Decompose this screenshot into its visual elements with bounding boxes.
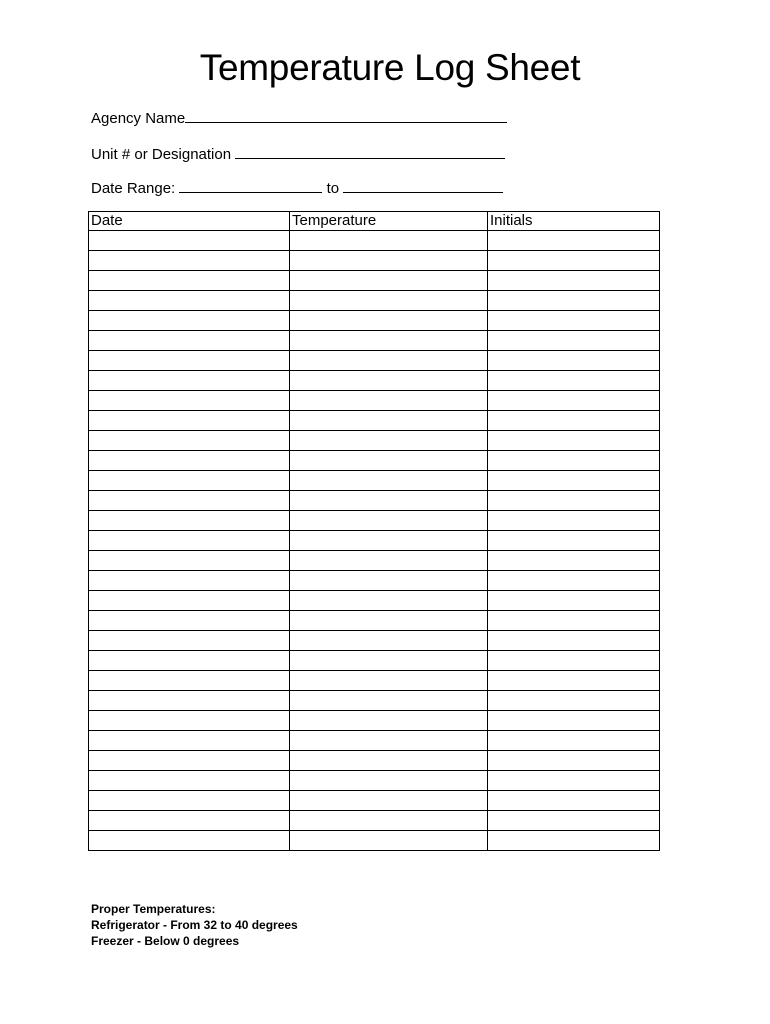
initials-cell[interactable] [488, 611, 660, 631]
initials-cell[interactable] [488, 331, 660, 351]
table-row [89, 471, 660, 491]
table-row [89, 731, 660, 751]
date-cell[interactable] [89, 451, 290, 471]
date-cell[interactable] [89, 491, 290, 511]
date-cell[interactable] [89, 271, 290, 291]
temperature-cell[interactable] [290, 431, 488, 451]
unit-designation-field [91, 144, 505, 164]
table-row [89, 451, 660, 471]
initials-cell[interactable] [488, 451, 660, 471]
date-cell[interactable] [89, 471, 290, 491]
initials-cell[interactable] [488, 371, 660, 391]
date-cell[interactable] [89, 571, 290, 591]
table-row [89, 551, 660, 571]
table-row [89, 611, 660, 631]
date-cell[interactable] [89, 811, 290, 831]
temperature-cell[interactable] [290, 691, 488, 711]
initials-cell[interactable] [488, 631, 660, 651]
table-row [89, 251, 660, 271]
initials-cell[interactable] [488, 471, 660, 491]
temperature-log-table [88, 211, 660, 851]
table-row [89, 291, 660, 311]
agency-name-field [91, 108, 507, 128]
table-row [89, 511, 660, 531]
temperature-cell[interactable] [290, 271, 488, 291]
temperature-cell[interactable] [290, 771, 488, 791]
proper-temperatures-note [91, 901, 298, 949]
date-cell[interactable] [89, 351, 290, 371]
date-range-field [91, 178, 503, 198]
initials-cell[interactable] [488, 571, 660, 591]
freezer-range: Freezer - Below 0 degrees [91, 934, 240, 948]
temperature-cell[interactable] [290, 471, 488, 491]
initials-cell[interactable] [488, 651, 660, 671]
temperature-cell[interactable] [290, 751, 488, 771]
temperature-cell[interactable] [290, 651, 488, 671]
temperature-cell[interactable] [290, 231, 488, 251]
table-row [89, 751, 660, 771]
temperature-cell[interactable] [290, 391, 488, 411]
table-row [89, 491, 660, 511]
initials-cell[interactable] [488, 291, 660, 311]
temperature-cell[interactable] [290, 591, 488, 611]
table-header-row [89, 212, 660, 231]
date-cell[interactable] [89, 391, 290, 411]
agency-name-label: Agency Name [91, 110, 186, 127]
temperature-cell[interactable] [290, 791, 488, 811]
date-cell[interactable] [89, 831, 290, 851]
date-cell[interactable] [89, 431, 290, 451]
table-row [89, 571, 660, 591]
temperature-cell[interactable] [290, 291, 488, 311]
initials-cell[interactable] [488, 391, 660, 411]
date-cell[interactable] [89, 591, 290, 611]
table-row [89, 271, 660, 291]
table-row [89, 671, 660, 691]
date-cell[interactable] [89, 251, 290, 271]
table-row [89, 711, 660, 731]
date-cell[interactable] [89, 611, 290, 631]
temperature-cell[interactable] [290, 811, 488, 831]
initials-cell[interactable] [488, 551, 660, 571]
temperature-cell[interactable] [290, 351, 488, 371]
table-row [89, 591, 660, 611]
initials-cell[interactable] [488, 771, 660, 791]
date-cell[interactable] [89, 651, 290, 671]
initials-cell[interactable] [488, 431, 660, 451]
initials-cell[interactable] [488, 691, 660, 711]
date-cell[interactable] [89, 531, 290, 551]
initials-cell[interactable] [488, 351, 660, 371]
initials-cell[interactable] [488, 711, 660, 731]
table-row [89, 691, 660, 711]
temperature-cell[interactable] [290, 311, 488, 331]
table-row [89, 391, 660, 411]
date-cell[interactable] [89, 511, 290, 531]
temperature-cell[interactable] [290, 711, 488, 731]
temperature-column-header: Temperature [290, 212, 488, 231]
table-row [89, 331, 660, 351]
initials-cell[interactable] [488, 271, 660, 291]
table-row [89, 811, 660, 831]
temperature-cell[interactable] [290, 671, 488, 691]
temperature-cell[interactable] [290, 411, 488, 431]
initials-cell[interactable] [488, 591, 660, 611]
page-title: Temperature Log Sheet [199, 47, 581, 88]
table-body [89, 231, 660, 851]
initials-cell[interactable] [488, 531, 660, 551]
date-cell[interactable] [89, 631, 290, 651]
initials-cell[interactable] [488, 411, 660, 431]
date-cell[interactable] [89, 331, 290, 351]
date-range-label: Date Range: [91, 180, 176, 197]
initials-cell[interactable] [488, 231, 660, 251]
initials-cell[interactable] [488, 251, 660, 271]
temperature-cell[interactable] [290, 631, 488, 651]
table-row [89, 371, 660, 391]
initials-cell[interactable] [488, 751, 660, 771]
date-cell[interactable] [89, 711, 290, 731]
initials-cell[interactable] [488, 311, 660, 331]
table-row [89, 431, 660, 451]
temperature-cell[interactable] [290, 611, 488, 631]
date-cell[interactable] [89, 231, 290, 251]
agency-name-blank[interactable] [185, 108, 507, 123]
table-row [89, 831, 660, 851]
initials-cell[interactable] [488, 511, 660, 531]
temperature-cell[interactable] [290, 511, 488, 531]
date-range-start-blank[interactable] [179, 178, 322, 193]
initials-cell[interactable] [488, 811, 660, 831]
date-cell[interactable] [89, 551, 290, 571]
initials-cell[interactable] [488, 491, 660, 511]
initials-cell[interactable] [488, 831, 660, 851]
initials-column-header: Initials [488, 212, 660, 231]
date-cell[interactable] [89, 691, 290, 711]
temperature-cell[interactable] [290, 371, 488, 391]
date-cell[interactable] [89, 731, 290, 751]
date-cell[interactable] [89, 311, 290, 331]
table-row [89, 311, 660, 331]
temperature-cell[interactable] [290, 831, 488, 851]
date-cell[interactable] [89, 771, 290, 791]
table-row [89, 231, 660, 251]
table-row [89, 411, 660, 431]
date-cell[interactable] [89, 671, 290, 691]
temperature-cell[interactable] [290, 571, 488, 591]
table-row [89, 791, 660, 811]
notes-heading: Proper Temperatures: [91, 902, 216, 916]
temperature-cell[interactable] [290, 731, 488, 751]
table-row [89, 651, 660, 671]
unit-designation-label: Unit # or Designation [91, 146, 232, 163]
table-row [89, 771, 660, 791]
temperature-cell[interactable] [290, 531, 488, 551]
temperature-cell[interactable] [290, 451, 488, 471]
temperature-cell[interactable] [290, 551, 488, 571]
date-cell[interactable] [89, 411, 290, 431]
temperature-cell[interactable] [290, 331, 488, 351]
initials-cell[interactable] [488, 671, 660, 691]
unit-designation-blank[interactable] [235, 144, 505, 159]
initials-cell[interactable] [488, 791, 660, 811]
date-column-header: Date [89, 212, 290, 231]
date-cell[interactable] [89, 791, 290, 811]
date-cell[interactable] [89, 291, 290, 311]
table-row [89, 631, 660, 651]
date-cell[interactable] [89, 751, 290, 771]
date-range-to-label: to [326, 180, 340, 197]
date-range-end-blank[interactable] [343, 178, 503, 193]
refrigerator-range: Refrigerator - From 32 to 40 degrees [91, 918, 298, 932]
temperature-cell[interactable] [290, 251, 488, 271]
initials-cell[interactable] [488, 731, 660, 751]
date-cell[interactable] [89, 371, 290, 391]
table-row [89, 351, 660, 371]
temperature-cell[interactable] [290, 491, 488, 511]
table-row [89, 531, 660, 551]
